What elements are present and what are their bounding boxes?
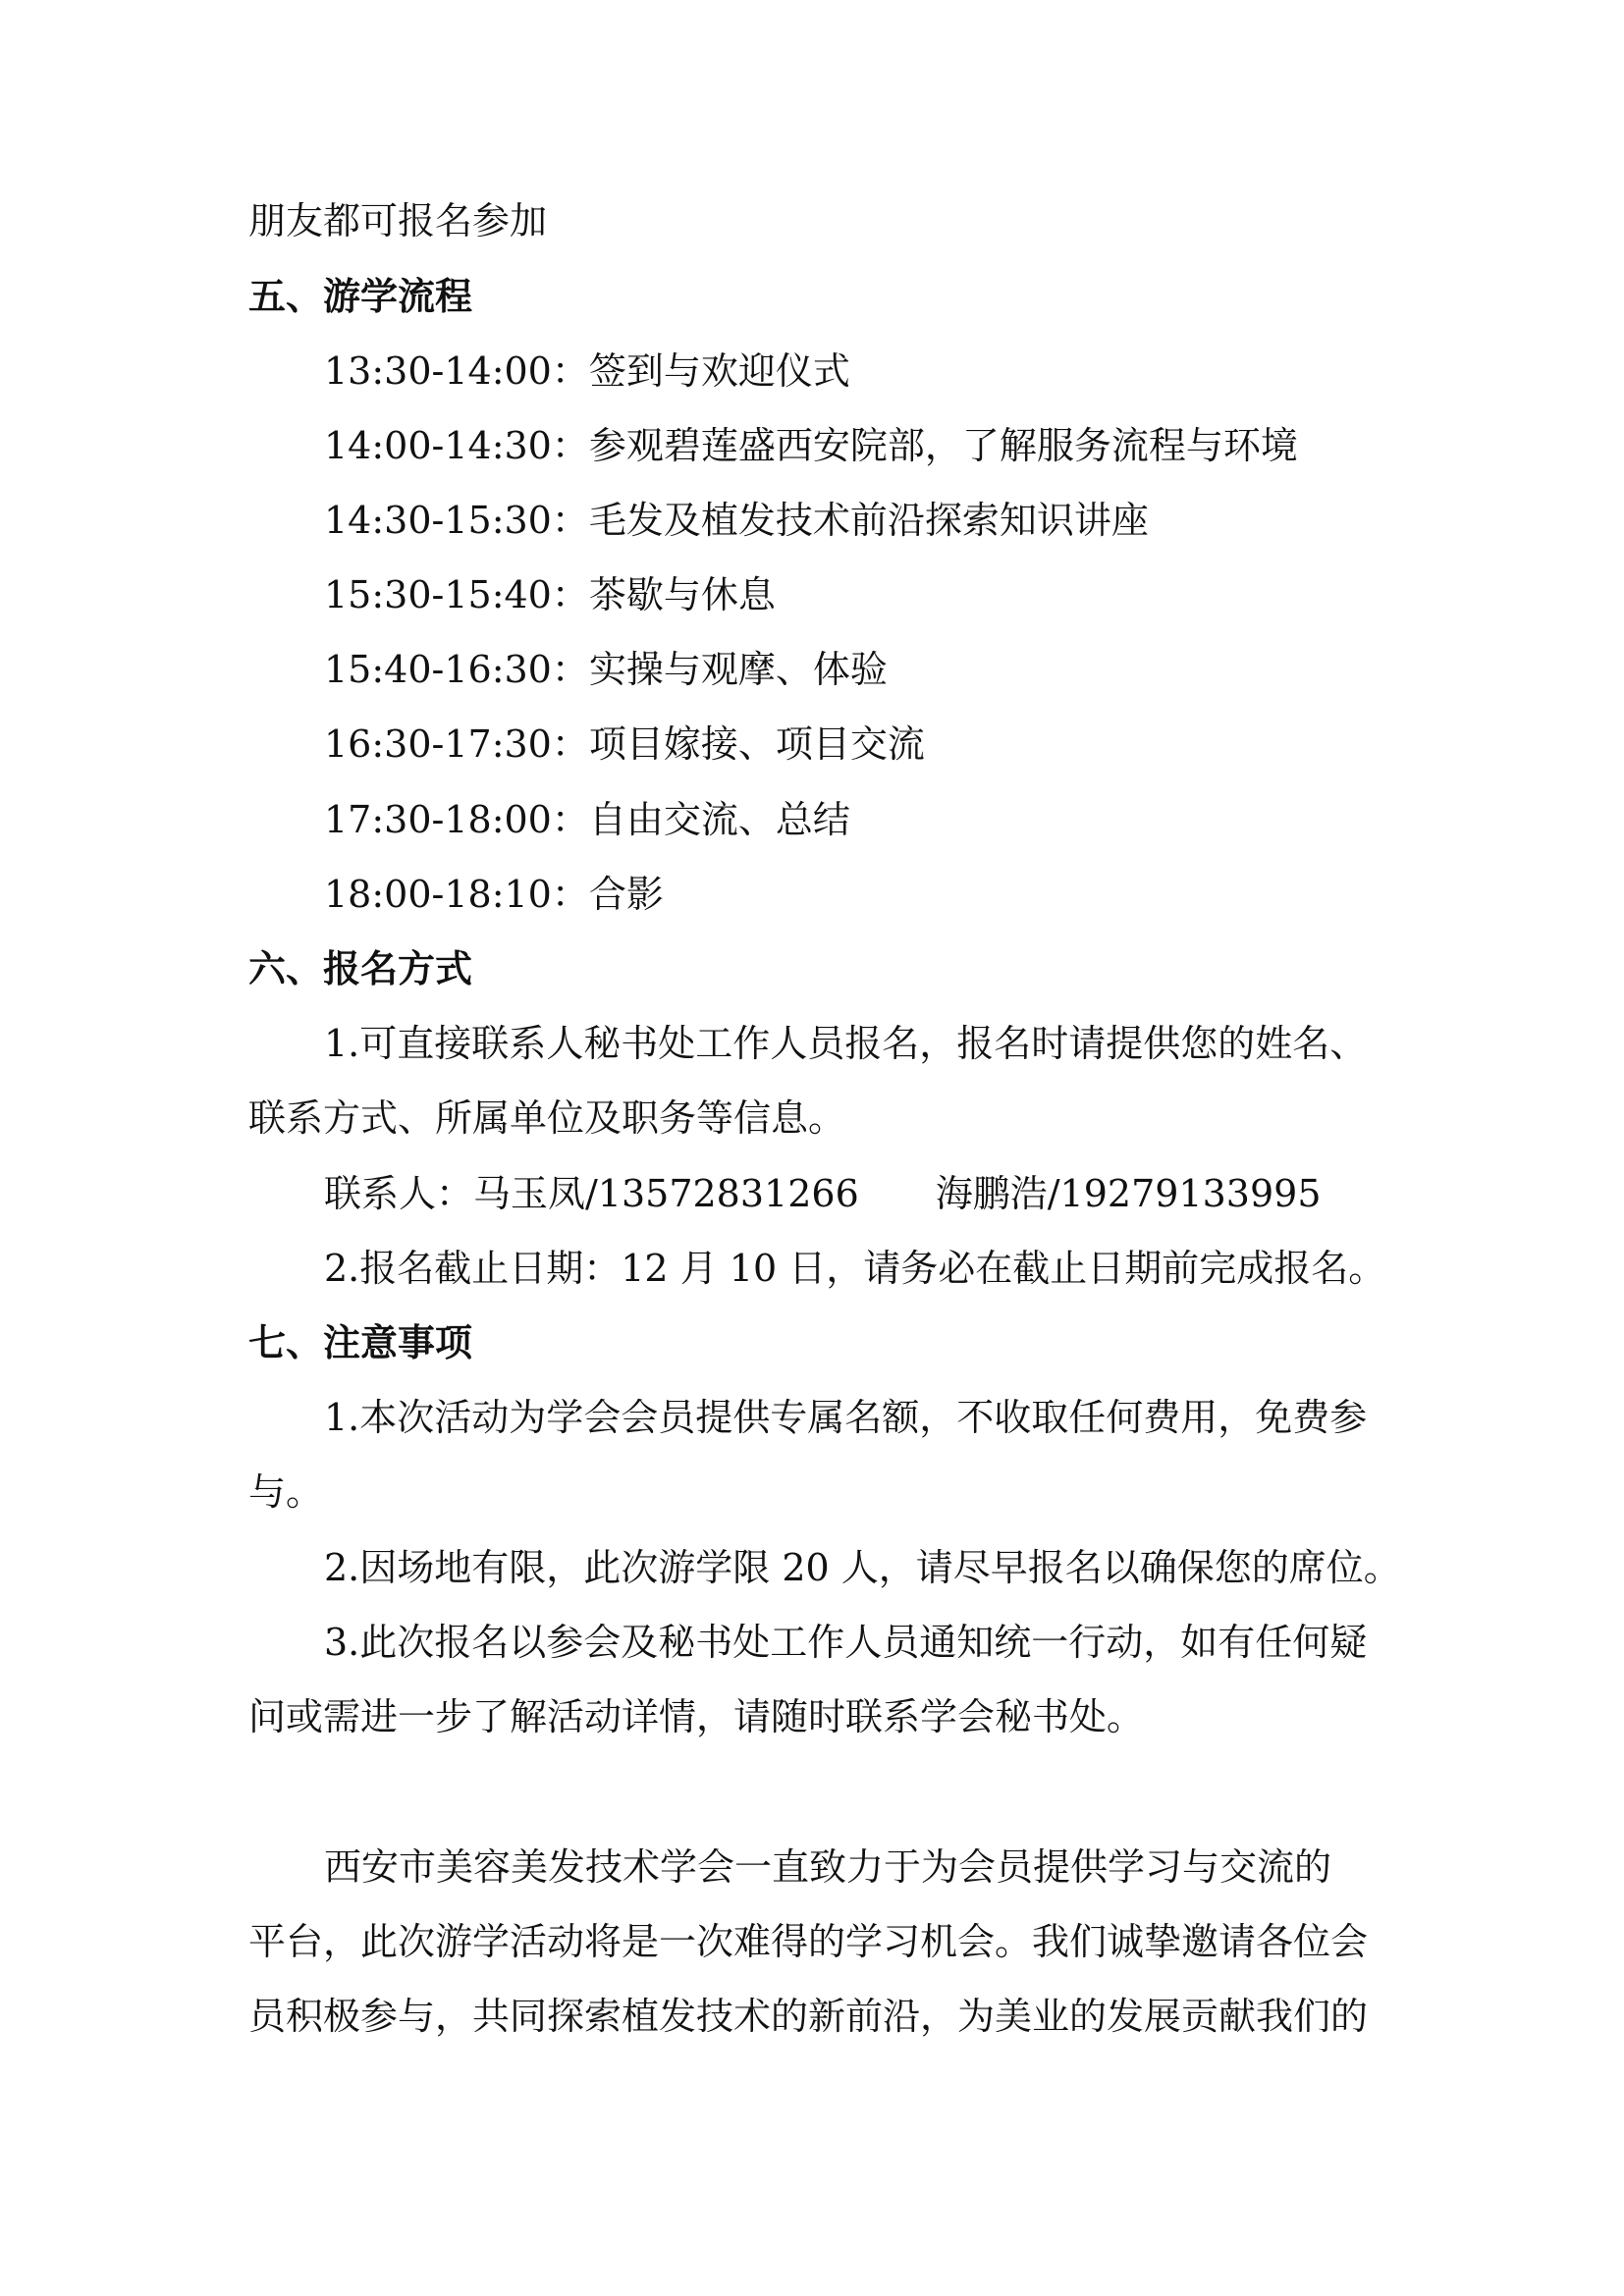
schedule-item: 15:40-16:30：实操与观摩、体验: [324, 648, 888, 691]
contact-line: [324, 1169, 1322, 1218]
contact-primary: 联系人：马玉凤/13572831266: [324, 1172, 859, 1215]
paragraph-line: 问或需进一步了解活动详情，请随时联系学会秘书处。: [248, 1695, 1145, 1738]
paragraph-line: 与。: [248, 1470, 324, 1514]
paragraph-line: 联系方式、所属单位及职务等信息。: [248, 1096, 846, 1140]
schedule-item: 18:00-18:10：合影: [324, 873, 664, 916]
paragraph-line: 1.可直接联系人秘书处工作人员报名，报名时请提供您的姓名、: [324, 1022, 1368, 1065]
section-heading-5: 五、游学流程: [248, 275, 473, 318]
text-line: 朋友都可报名参加: [248, 199, 548, 242]
schedule-item: 14:30-15:30：毛发及植发技术前沿探索知识讲座: [324, 499, 1149, 542]
schedule-item: 13:30-14:00：签到与欢迎仪式: [324, 349, 850, 393]
schedule-item: 16:30-17:30：项目嫁接、项目交流: [324, 722, 925, 766]
paragraph-line: 1.本次活动为学会会员提供专属名额，不收取任何费用，免费参: [324, 1396, 1368, 1439]
paragraph-line: 员积极参与，共同探索植发技术的新前沿，为美业的发展贡献我们的: [248, 1995, 1369, 2038]
paragraph-line: 3.此次报名以参会及秘书处工作人员通知统一行动，如有任何疑: [324, 1621, 1368, 1664]
section-heading-6: 六、报名方式: [248, 947, 473, 990]
contact-secondary: 海鹏浩/19279133995: [935, 1172, 1322, 1215]
paragraph-line: 2.报名截止日期：12 月 10 日，请务必在截止日期前完成报名。: [324, 1247, 1386, 1290]
paragraph-line: 2.因场地有限，此次游学限 20 人，请尽早报名以确保您的席位。: [324, 1546, 1401, 1589]
schedule-item: 15:30-15:40：茶歇与休息: [324, 573, 776, 616]
schedule-item: 17:30-18:00：自由交流、总结: [324, 798, 850, 841]
paragraph-line: 平台，此次游学活动将是一次难得的学习机会。我们诚挚邀请各位会: [248, 1920, 1369, 1963]
paragraph-line: 西安市美容美发技术学会一直致力于为会员提供学习与交流的: [324, 1845, 1332, 1889]
section-heading-7: 七、注意事项: [248, 1321, 473, 1364]
schedule-item: 14:00-14:30：参观碧莲盛西安院部，了解服务流程与环境: [324, 424, 1298, 467]
